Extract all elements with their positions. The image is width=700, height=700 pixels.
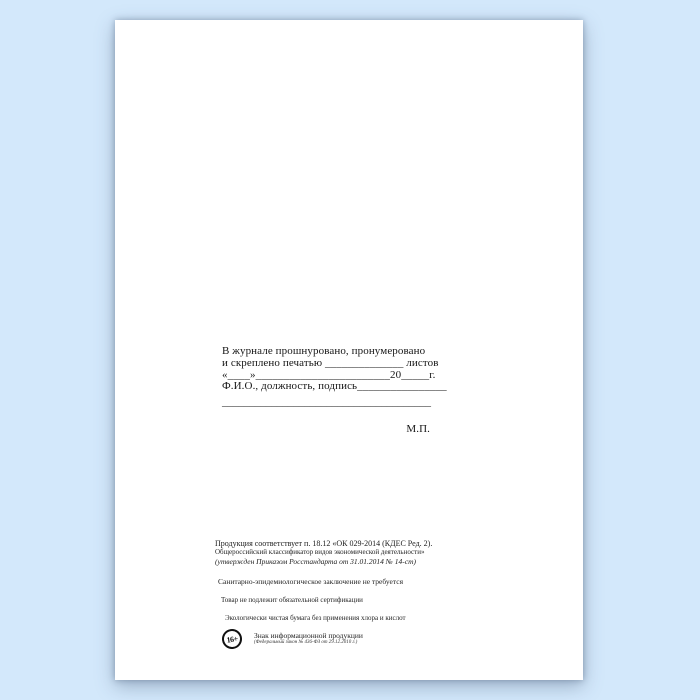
cert-line-blank-rule: ______________________________________ (222, 396, 431, 409)
age-mark-title: Знак информационной продукции (254, 631, 363, 640)
cert-line-sealed-sheets: и скреплено печатью ______________ листов (222, 356, 439, 369)
age-mark-row (215, 629, 465, 649)
stamp-place-abbr: М.П. (406, 422, 430, 435)
certification-note: Товар не подлежит обязательной сертификации (221, 595, 363, 604)
lacing-certification-block (222, 345, 447, 436)
cert-line-laced: В журнале прошнуровано, пронумеровано (222, 345, 426, 357)
sanitary-note: Санитарно-эпидемиологическое заключение не требуется (218, 576, 404, 586)
product-standard-line-1: Продукция соответствует п. 18.12 «ОК 029-2014 (КДЕС Ред. 2). (215, 539, 433, 548)
age-mark-law-reference: (Федеральный закон № 436-ФЗ от 29.12.2010 г.) (254, 640, 358, 645)
age-mark-text (254, 631, 363, 646)
cert-line-date: «____»________________________20_____г. (222, 368, 436, 381)
product-standard-line-2: Общероссийский классификатор видов экономической деятельности» (215, 548, 425, 556)
journal-back-page (115, 20, 583, 680)
product-standard-line-3: (утвержден Приказом Росстандарта от 31.01.2014 № 14-ст) (215, 556, 416, 566)
cert-line-name-position-signature: Ф.И.О., должность, подпись________________ (222, 380, 447, 393)
eco-paper-note: Экологически чистая бумага без применения хлора и кислот (225, 614, 406, 622)
age-16-plus-icon: 16+ (221, 627, 244, 650)
compliance-block (215, 539, 465, 649)
